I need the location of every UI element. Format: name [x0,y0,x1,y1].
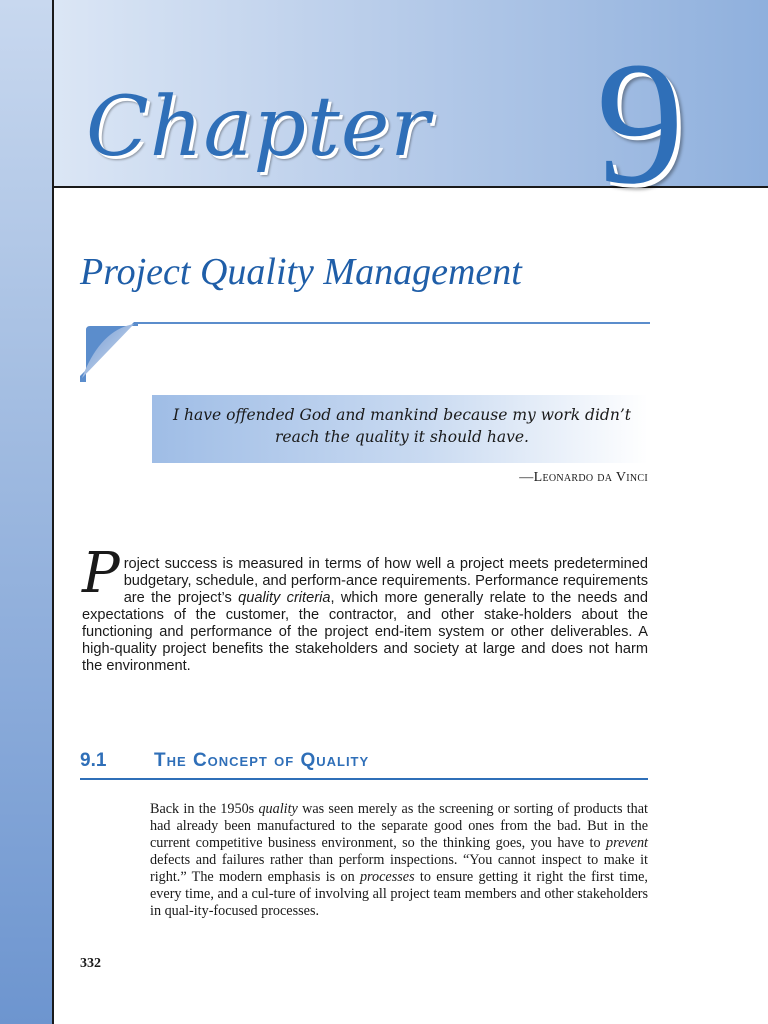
drop-cap: P [82,541,120,606]
body-paragraph [150,801,648,920]
epigraph-top-rule [134,322,650,324]
intro-emphasis: quality criteria [238,590,331,606]
chapter-number: 9 [596,26,684,221]
epigraph-attribution: —Leonardo da Vinci [519,470,648,485]
body-part-1: Back in the 1950s [150,801,259,817]
epigraph-quote [172,404,632,448]
page-curl-icon [80,322,140,382]
section-heading [80,748,648,780]
body-part-2: was seen merely as the screening or sorting of products that had already been manufactured to the separate good ones from the bad. But in the current competitive business environment, so the thinking goes, you have to [150,801,648,851]
body-part-3: defects and failures rather than perform inspections. “You cannot inspect to make it right.” The modern emphasis is on [150,852,648,885]
intro-paragraph [82,541,649,675]
intro-text-before: roject success is measured in terms of how well a project meets predetermined budgetary, schedule, and perform-ance requirements. Performance requirements are the project’s [123,556,648,606]
body-emphasis-processes: processes [359,869,415,885]
section-number: 9.1 [80,750,107,771]
chapter-title: Project Quality Management [80,251,522,293]
chapter-word: Chapter [86,80,431,175]
body-emphasis-prevent: prevent [605,835,648,851]
epigraph-line-2: reach the quality it should have. [275,428,529,446]
body-emphasis-quality: quality [258,801,298,817]
body-part-4: to ensure getting it right the first time, every time, and a cul-ture of involving all project team members and other stakeholders in qual-ity-focused processes. [150,869,648,919]
left-margin-band [0,0,54,1024]
epigraph-line-1: I have offended God and mankind because my work didn’t [173,406,631,424]
intro-text-after: , which more generally relate to the needs and expectations of the customer, the contractor, and other stake-holders about the functioning and performance of the project end-item system or other deliverables. A high-quality project benefits the stakeholders and society at large and does not harm the environment. [82,590,649,674]
section-title: The Concept of Quality [154,750,370,771]
page-number: 332 [80,956,101,971]
